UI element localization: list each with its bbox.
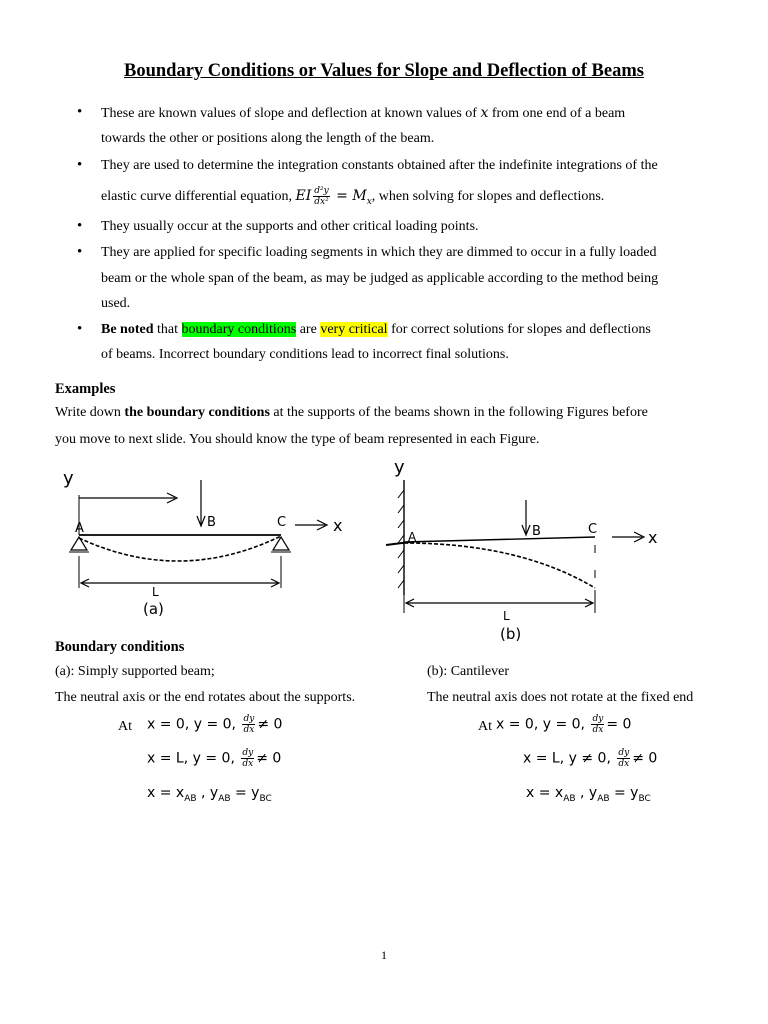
- fig-b-x-label: x: [648, 528, 658, 547]
- d2y-dx2-fraction: [313, 186, 329, 207]
- eq-text: x = 0, y = 0,: [496, 716, 585, 733]
- eq-text: , y: [575, 785, 598, 801]
- dy-dx-fraction: [242, 714, 255, 735]
- fig-b-span-label: L: [503, 609, 510, 623]
- text: elastic curve differential equation,: [101, 189, 296, 204]
- fraction-numerator: d²y: [314, 186, 329, 197]
- fig-b-deflection-curve: [404, 543, 595, 588]
- dy-dx-fraction: [591, 714, 604, 735]
- fig-a-y-label: y: [63, 468, 74, 489]
- eq-text: x = x: [526, 785, 564, 801]
- fraction-numerator: dy: [592, 714, 604, 724]
- fig-a-right-support: [273, 537, 289, 550]
- highlight-very-critical: very critical: [320, 322, 388, 337]
- fig-b-label-b: B: [532, 524, 541, 539]
- fig-a-deflection-curve: [79, 536, 281, 561]
- bc-left-eq-2: [147, 748, 281, 769]
- bullet-icon: •: [77, 218, 83, 234]
- bc-left-eq-1: [147, 714, 282, 735]
- fig-b-y-label: y: [394, 457, 405, 478]
- eq-text: = 0: [606, 716, 632, 733]
- fig-a-label-a: A: [75, 521, 84, 536]
- dy-dx-fraction: [241, 748, 254, 769]
- bc-heading: Boundary conditions: [55, 639, 185, 655]
- fig-b-beam: [404, 537, 595, 542]
- be-noted: Be noted: [101, 322, 154, 337]
- text: These are known values of slope and deflection at known values of: [101, 106, 481, 121]
- fraction-denominator: dx²: [314, 197, 329, 208]
- eq-text: ≠ 0: [257, 716, 283, 733]
- bullet-3-line: They usually occur at the supports and other critical loading points.: [101, 219, 479, 234]
- fraction-numerator: dy: [618, 748, 630, 758]
- examples-paragraph-line-1: [55, 405, 648, 421]
- text: from one end of a beam: [488, 106, 626, 121]
- bold-text: the boundary conditions: [124, 405, 270, 420]
- text: , when solving for slopes and deflections.: [371, 189, 605, 204]
- bullet-2-line-1: They are used to determine the integration constants obtained after the indefinite integrations of the: [101, 158, 658, 173]
- fraction-denominator: dx: [243, 725, 255, 735]
- eq-text: x = L, y ≠ 0,: [523, 750, 611, 767]
- fig-a-caption: (a): [143, 600, 164, 618]
- page-title: Boundary Conditions or Values for Slope and Deflection of Beams: [124, 61, 644, 81]
- text: are: [296, 322, 321, 337]
- fig-a-label-c: C: [277, 515, 287, 530]
- fraction-numerator: dy: [242, 748, 254, 758]
- eq-subscript: AB: [184, 793, 197, 804]
- fraction-denominator: dx: [618, 759, 630, 769]
- text: for correct solutions for slopes and deflections: [387, 322, 651, 337]
- bc-right-desc: The neutral axis does not rotate at the fixed end: [427, 690, 694, 705]
- eq-subscript: AB: [597, 793, 610, 804]
- bullet-icon: •: [77, 244, 83, 260]
- bullet-icon: •: [77, 321, 83, 337]
- eq-subscript: AB: [218, 793, 231, 804]
- fig-a-span-label: L: [152, 585, 159, 599]
- fig-b-label-a: A: [408, 530, 417, 544]
- fraction-denominator: dx: [242, 759, 254, 769]
- eq-text: x = 0, y = 0,: [147, 716, 236, 733]
- eq-subscript: AB: [563, 793, 576, 804]
- bc-right-type: (b): Cantilever: [427, 664, 510, 679]
- page-number: 1: [381, 948, 387, 962]
- ei-symbol: EI: [295, 188, 312, 204]
- bullet-icon: •: [77, 104, 83, 120]
- eq-text: ≠ 0: [256, 750, 282, 767]
- bullet-5-line-2: of beams. Incorrect boundary conditions lead to incorrect final solutions.: [101, 347, 509, 362]
- eq-subscript: BC: [259, 793, 272, 804]
- equals-m: = M: [331, 188, 367, 204]
- figure-b-cantilever: [380, 455, 700, 645]
- fig-a-label-b: B: [207, 515, 216, 530]
- text: Write down: [55, 405, 125, 420]
- eq-text: = y: [609, 785, 639, 801]
- bc-left-desc: The neutral axis or the end rotates about the supports.: [55, 690, 356, 705]
- bullet-1-line-2: towards the other or positions along the length of the beam.: [101, 131, 435, 146]
- eq-text: x = x: [147, 785, 185, 801]
- text: at the supports of the beams shown in the following Figures before: [269, 405, 648, 420]
- bullet-1-line-1: [101, 104, 625, 123]
- eq-subscript: BC: [638, 793, 651, 804]
- dy-dx-fraction: [617, 748, 630, 769]
- bc-right-eq-1: [496, 714, 631, 735]
- bc-left-type: (a): Simply supported beam;: [55, 664, 215, 679]
- bc-right-eq-2: [523, 748, 657, 769]
- bc-right-eq-3: [526, 785, 651, 804]
- examples-paragraph-line-2: you move to next slide. You should know the type of beam represented in each Figure.: [55, 432, 540, 447]
- var-x: x: [480, 105, 489, 121]
- eq-text: x = L, y = 0,: [147, 750, 235, 767]
- fraction-denominator: dx: [592, 725, 604, 735]
- bullet-5-line-1: [101, 321, 651, 339]
- text: that: [153, 322, 182, 337]
- fig-b-label-c: C: [588, 522, 598, 537]
- eq-text: ≠ 0: [632, 750, 658, 767]
- bullet-4-line-1: They are applied for specific loading segments in which they are dimmed to occur in a fully loaded: [101, 245, 657, 260]
- examples-heading: Examples: [55, 381, 116, 397]
- eq-text: = y: [230, 785, 260, 801]
- bc-right-at: At: [478, 719, 492, 734]
- fig-a-x-label: x: [333, 516, 343, 535]
- bullet-icon: •: [77, 157, 83, 173]
- fig-a-left-support: [71, 537, 87, 550]
- bullet-2-line-2: [101, 182, 604, 216]
- eq-text: , y: [196, 785, 219, 801]
- subscript-x: x: [366, 196, 372, 207]
- bullet-4-line-3: used.: [101, 296, 131, 311]
- bc-left-eq-3: [147, 785, 272, 804]
- fig-b-wall-hatching: [398, 490, 404, 588]
- highlight-boundary-conditions: boundary conditions: [181, 322, 297, 337]
- fraction-numerator: dy: [243, 714, 255, 724]
- figure-a-simply-supported: [55, 460, 375, 620]
- bullet-4-line-2: beam or the whole span of the beam, as may be judged as applicable according to the method being: [101, 271, 659, 286]
- bc-left-at: At: [118, 719, 132, 734]
- fig-b-caption: (b): [500, 625, 522, 643]
